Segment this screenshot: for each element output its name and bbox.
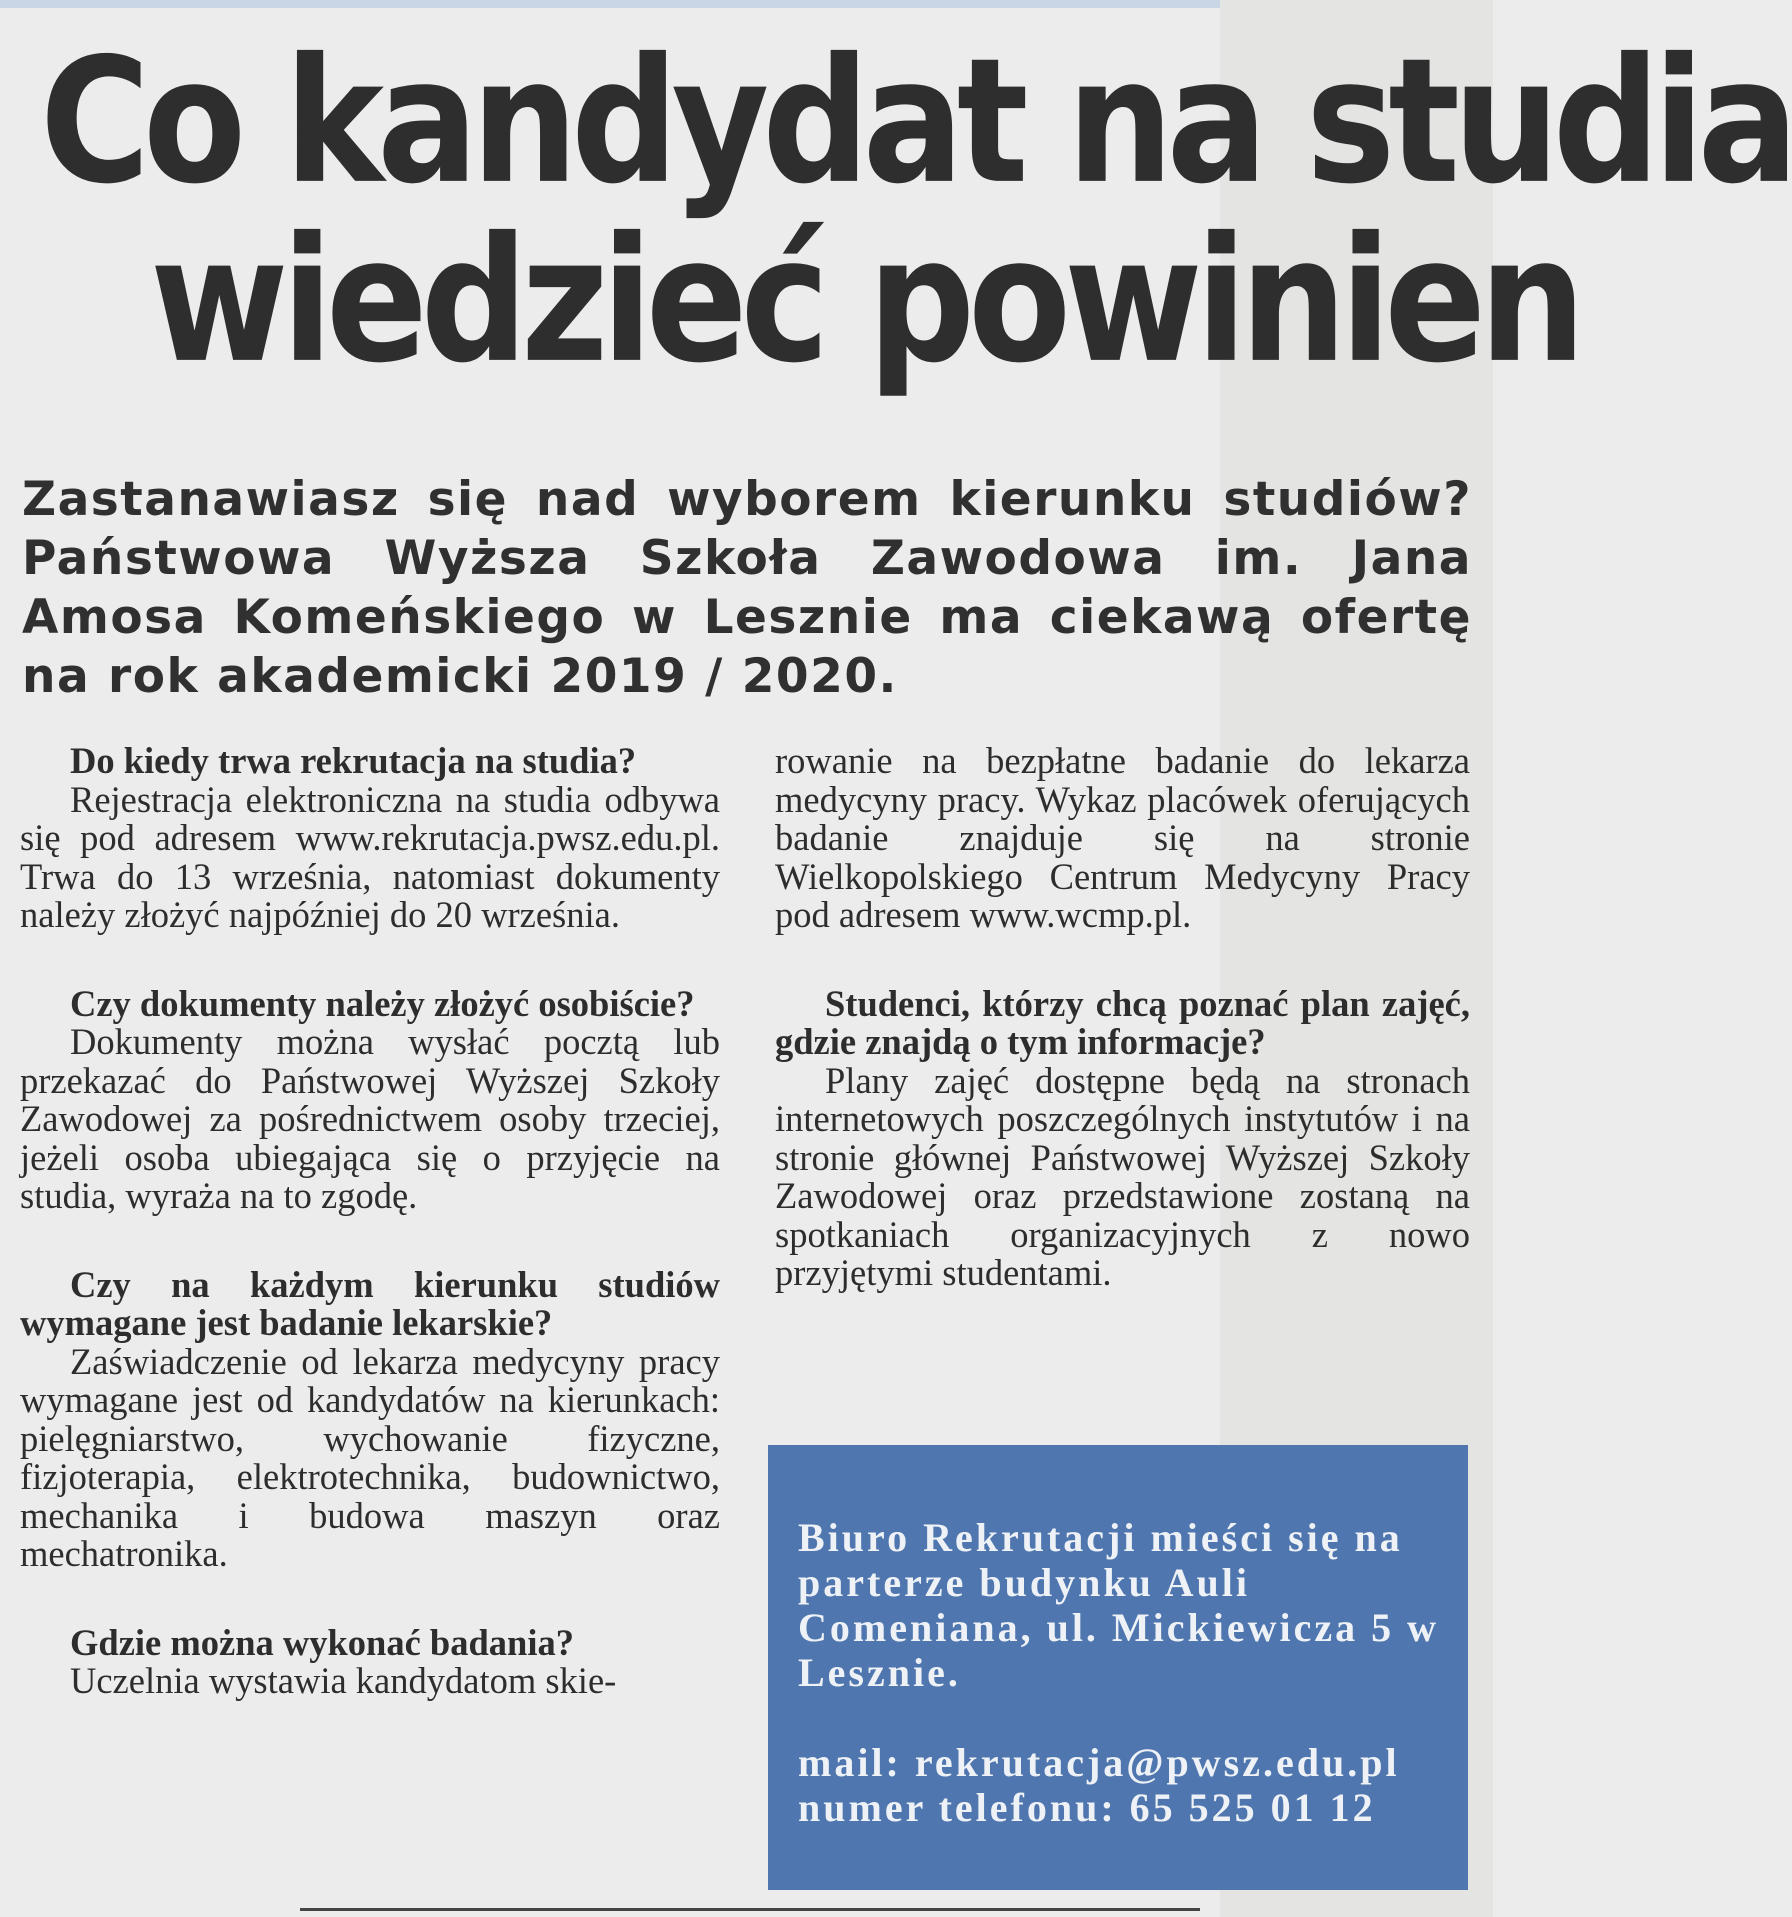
answer-class-schedule: Plany zajęć dostępne będą na stronach internetowych poszczególnych instytutów i na stronie głównej Państwowej Wyższej Szkoły Zawodowej oraz przedstawione zostaną na spotkaniach organizacyjnych z nowo przyjętymi studentami.	[775, 1059, 1470, 1293]
section-gap	[20, 935, 720, 985]
answer-recruitment-deadline: Rejestracja elektroniczna na studia odbywa się pod adresem www.rekrutacja.pwsz.edu.pl. Trwa do 13 września, natomiast dokumenty należy złożyć najpóźniej do 20 września.	[20, 778, 720, 935]
headline-line-2: wiedzieć powinien	[150, 201, 1579, 402]
recruitment-office-infobox	[768, 1445, 1468, 1890]
bottom-rule	[300, 1908, 1200, 1911]
section-gap	[775, 935, 1470, 985]
headline-line-1: Co kandydat na studia	[40, 22, 1792, 223]
infobox-location: Biuro Rekrutacji mieści się na parterze budynku Auli Comeniana, ul. Mickiewicza 5 w Lesznie.	[798, 1515, 1440, 1695]
infobox-phone: numer telefonu: 65 525 01 12	[798, 1785, 1376, 1830]
question-class-schedule: Studenci, którzy chcą poznać plan zajęć, gdzie znajdą o tym informacje?	[775, 982, 1470, 1062]
section-gap	[20, 1216, 720, 1266]
question-recruitment-deadline: Do kiedy trwa rekrutacja na studia?	[70, 740, 637, 781]
question-where-exams: Gdzie można wykonać badania?	[70, 1621, 574, 1663]
right-column	[775, 742, 1470, 1293]
question-documents-in-person: Czy dokumenty należy złożyć osobiście?	[70, 982, 695, 1024]
infobox-spacer	[798, 1695, 1468, 1740]
section-gap	[20, 1574, 720, 1624]
answer-medical-exam: Zaświadczenie od lekarza medycyny pracy wymagane jest od kandydatów na kierunkach: pielęgniarstwo, wychowanie fizyczne, fizjoterapia, elektrotechnika, budownictwo, mechanika i budowa maszyn oraz mechatronika.	[20, 1340, 720, 1574]
answer-documents-in-person: Dokumenty można wysłać pocztą lub przekazać do Państwowej Wyższej Szkoły Zawodowej za pośrednictwem osoby trzeciej, jeżeli osoba ubiegająca się o przyjęcie na studia, wyraża na to zgodę.	[20, 1021, 720, 1216]
answer-where-exams-part-1: Uczelnia wystawia kandydatom skie-	[70, 1660, 617, 1701]
infobox-mail: mail: rekrutacja@pwsz.edu.pl	[798, 1740, 1400, 1785]
left-column	[20, 742, 720, 1701]
lead-paragraph: Zastanawiasz się nad wyborem kierunku studiów? Państwowa Wyższa Szkoła Zawodowa im. Jana Amosa Komeńskiego w Lesznie ma ciekawą ofertę na rok akademicki 2019 / 2020.	[22, 472, 1472, 704]
answer-where-exams-part-2: rowanie na bezpłatne badanie do lekarza medycyny pracy. Wykaz placówek oferujących badanie znajduje się na stronie Wielkopolskiego Centrum Medycyny Pracy pod adresem www.wcmp.pl.	[775, 740, 1470, 935]
question-medical-exam: Czy na każdym kierunku studiów wymagane jest badanie lekarskie?	[20, 1263, 720, 1343]
